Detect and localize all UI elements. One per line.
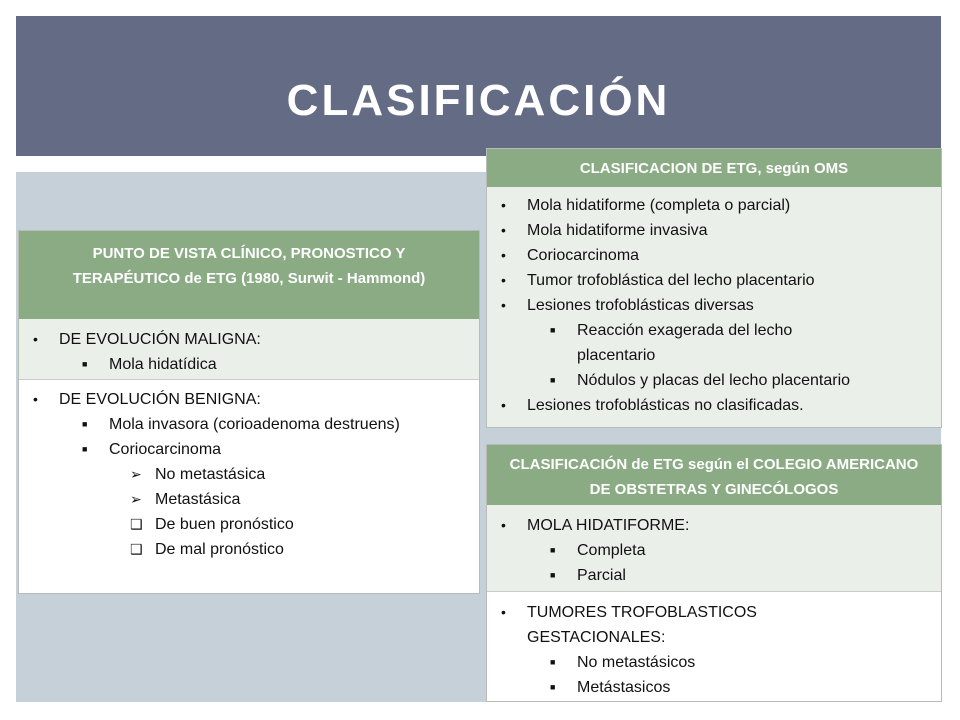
list-item [19, 437, 479, 462]
square-bullet: ■ [550, 657, 556, 667]
list-item-text: Tumor trofoblástica del lecho placentario [527, 272, 815, 289]
oms-table-header [487, 149, 941, 187]
square-bullet: ■ [550, 325, 556, 335]
mola-label: MOLA HIDATIFORME: [527, 517, 690, 534]
list-item-text: Reacción exagerada del lecho placentario [577, 322, 793, 364]
list-item-text: Metastásica [155, 491, 241, 508]
arrow-bullet-icon: ➢ [130, 466, 142, 482]
list-item-text: Coriocarcinoma [109, 441, 222, 458]
checkbox-bullet-icon: ❑ [130, 541, 143, 557]
round-bullet: • [501, 297, 506, 313]
list-item-text: Mola hidatiforme (completa o parcial) [527, 197, 791, 214]
list-item-text: Metástasicos [577, 679, 671, 696]
list-item-text: Mola hidatídica [109, 356, 217, 373]
acog-classification-table [486, 444, 942, 702]
list-item-text: De mal pronóstico [155, 541, 284, 558]
round-bullet: • [33, 331, 38, 347]
tumores-label: TUMORES TROFOBLASTICOS GESTACIONALES: [527, 604, 757, 646]
mola-section [487, 505, 941, 591]
round-bullet: • [501, 222, 506, 238]
list-item [487, 293, 941, 318]
acog-table-header-text: CLASIFICACIÓN de ETG según el COLEGIO AMERICANO DE OBSTETRAS Y GINECÓLOGOS [509, 456, 919, 498]
round-bullet: • [501, 247, 506, 263]
list-item [19, 512, 479, 537]
round-bullet: • [501, 604, 506, 620]
list-item [487, 243, 941, 268]
maligna-label: DE EVOLUCIÓN MALIGNA: [59, 331, 261, 348]
tumores-section [487, 591, 941, 701]
benigna-label-item [19, 387, 479, 412]
list-item [487, 650, 941, 675]
square-bullet: ■ [82, 419, 88, 429]
list-item-text: Coriocarcinoma [527, 247, 640, 264]
arrow-bullet-icon: ➢ [130, 491, 142, 507]
list-item-text: Mola hidatiforme invasiva [527, 222, 708, 239]
acog-table-header [487, 445, 941, 505]
oms-classification-table [486, 148, 942, 428]
square-bullet: ■ [82, 359, 88, 369]
clinical-table-header-text: PUNTO DE VISTA CLÍNICO, PRONOSTICO Y TERAPÉUTICO de ETG (1980, Surwit - Hammond) [72, 245, 426, 287]
round-bullet: • [501, 397, 506, 413]
list-item [487, 193, 941, 218]
list-item [487, 393, 941, 418]
title-band [16, 16, 941, 156]
list-item-text: Lesiones trofoblásticas no clasificadas. [527, 397, 804, 414]
square-bullet: ■ [82, 444, 88, 454]
list-item [487, 268, 941, 293]
round-bullet: • [501, 272, 506, 288]
list-item [487, 318, 941, 368]
list-item [19, 487, 479, 512]
list-item [487, 675, 941, 700]
mola-label-item [487, 513, 941, 538]
round-bullet: • [33, 391, 38, 407]
clinical-table-header [19, 231, 479, 319]
round-bullet: • [501, 517, 506, 533]
square-bullet: ■ [550, 570, 556, 580]
list-item-text: Completa [577, 542, 646, 559]
benigna-label: DE EVOLUCIÓN BENIGNA: [59, 391, 261, 408]
list-item-text: No metastásicos [577, 654, 696, 671]
slide-title: CLASIFICACIÓN [286, 76, 671, 125]
list-item-text: Mola invasora (corioadenoma destruens) [109, 416, 400, 433]
oms-list [487, 187, 941, 427]
list-item [487, 218, 941, 243]
list-item [487, 563, 941, 588]
tumores-label-item [487, 600, 941, 650]
oms-table-header-text: CLASIFICACION DE ETG, según OMS [579, 160, 849, 177]
list-item [487, 538, 941, 563]
clinical-classification-table [18, 230, 480, 594]
square-bullet: ■ [550, 375, 556, 385]
maligna-section [19, 319, 479, 379]
list-item-text: Lesiones trofoblásticas diversas [527, 297, 754, 314]
square-bullet: ■ [550, 545, 556, 555]
square-bullet: ■ [550, 682, 556, 692]
list-item [19, 537, 479, 562]
maligna-label-item [19, 327, 479, 352]
list-item [487, 368, 941, 393]
list-item-text: Nódulos y placas del lecho placentario [577, 372, 851, 389]
list-item-text: Parcial [577, 567, 626, 584]
checkbox-bullet-icon: ❑ [130, 516, 143, 532]
round-bullet: • [501, 197, 506, 213]
list-item [19, 462, 479, 487]
benigna-section [19, 379, 479, 593]
list-item [19, 352, 479, 377]
list-item-text: De buen pronóstico [155, 516, 294, 533]
list-item [19, 412, 479, 437]
list-item-text: No metastásica [155, 466, 266, 483]
